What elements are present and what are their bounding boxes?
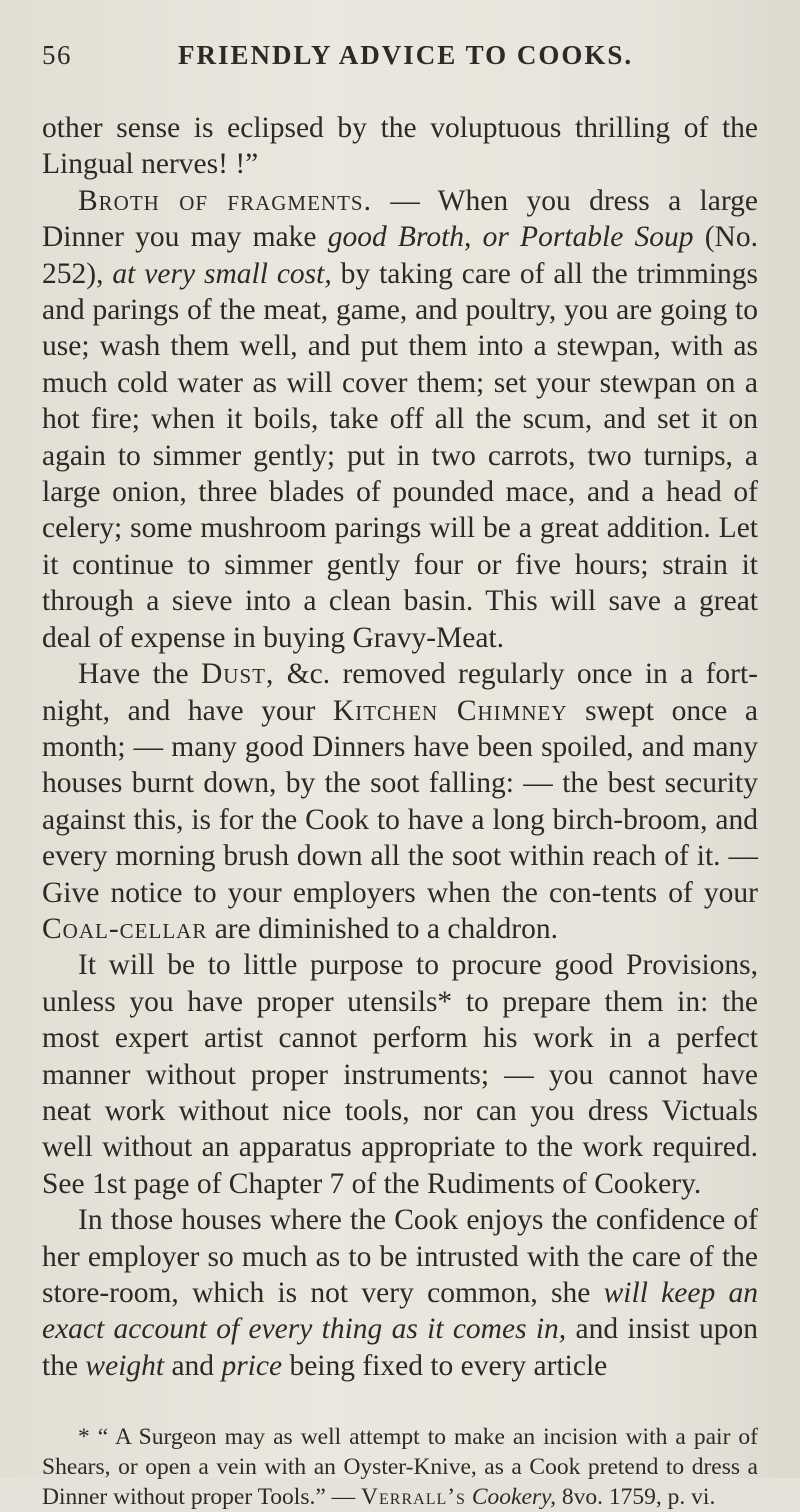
small-caps-term: Kitchen Chimney — [332, 694, 568, 727]
paragraph-text: and — [164, 1349, 222, 1382]
footnote-title: Cookery, — [471, 1484, 557, 1511]
paragraph-text: by taking care of all the trimmings and parings of the meat, game, and poultry, you are going to use; wash them well, and put them into a stewpan, with as much cold water as will cover them; set your stewpan on a hot fire; when it boils, take off all the scum, and set it on again to simmer gently; put in two carrots, two turnips, a large onion, three blades of pounded mace, and a head of celery; some mushroom parings will be a great addition. Let it continue to simmer gently four or five hours; strain it through a sieve into a clean basin. This will save a great deal of expense in buying Gravy-Meat. — [42, 257, 758, 654]
page-number: 56 — [42, 40, 72, 70]
small-caps-term: Coal-cellar — [42, 912, 208, 945]
paragraph-text: (No. 252), — [42, 221, 758, 290]
paragraph-text: Have the — [78, 658, 201, 691]
section-heading: Broth of fragments. — [78, 184, 372, 217]
paragraph-text: It will be to little purpose to procure good Provisions, unless you have proper utensils* to prepare them in: the most expert artist cannot perform his work in a perfect manner without proper instruments; — you cannot have neat work without nice tools, nor can you dress Victuals well without an apparatus appropriate to the work required. See 1st page of Chapter 7 of the Rudiments of Cookery. — [42, 949, 758, 1200]
body-text — [42, 110, 758, 1384]
small-caps-term: Dust, — [200, 658, 275, 691]
paragraph-continuation — [42, 110, 758, 183]
emphasis-text: price — [221, 1349, 283, 1382]
footnote — [42, 1422, 758, 1512]
paragraph-text: are diminished to a chaldron. — [207, 912, 558, 945]
footnote-text: * “ A Surgeon may as well attempt to make an incision with a pair of Shears, or open a vein with an Oyster-Knive, as a Cook pretend to dress a Dinner without proper Tools.” — — [42, 1424, 758, 1511]
paragraph-utensils — [42, 947, 758, 1202]
emphasis-text: at very small cost, — [112, 257, 332, 290]
emphasis-text: good Broth, or Portable Soup — [327, 221, 694, 254]
emphasis-text: weight — [85, 1349, 165, 1382]
emphasis-text: will keep an exact account of every thing as it comes in, — [42, 1277, 758, 1346]
paragraph-text: &c. removed regularly once in a fort-night, and have your — [42, 658, 759, 727]
footnote-text: 8vo. 1759, p. vi. — [556, 1484, 716, 1511]
paragraph-text: — When you dress a large Dinner you may make — [42, 184, 758, 254]
paragraph-text: swept once a month; — many good Dinners have been spoiled, and many houses burnt down, by the soot falling: — the best security against this, is for the Cook to have a long birch-broom, and every morning brush down all the soot within reach of it. — Give notice to your employers when the con-tents of your — [42, 694, 758, 909]
running-head: FRIENDLY ADVICE TO COOKS. — [178, 40, 634, 70]
paragraph-text: being fixed to every article — [282, 1349, 608, 1382]
paragraph-store-room — [42, 1202, 758, 1384]
page-header — [42, 40, 758, 84]
paragraph-text: In those houses where the Cook enjoys the confidence of her employer so much as to be intrusted with the care of the store-room, which is not very common, she — [42, 1204, 758, 1309]
footnote-author: Verrall’s — [361, 1484, 466, 1511]
paragraph-broth — [42, 183, 758, 656]
paragraph-dust — [42, 656, 758, 947]
paragraph-text: other sense is eclipsed by the voluptuous thrilling of the Lingual nerves! !” — [42, 112, 758, 181]
paragraph-text: and insist upon the — [42, 1313, 758, 1382]
